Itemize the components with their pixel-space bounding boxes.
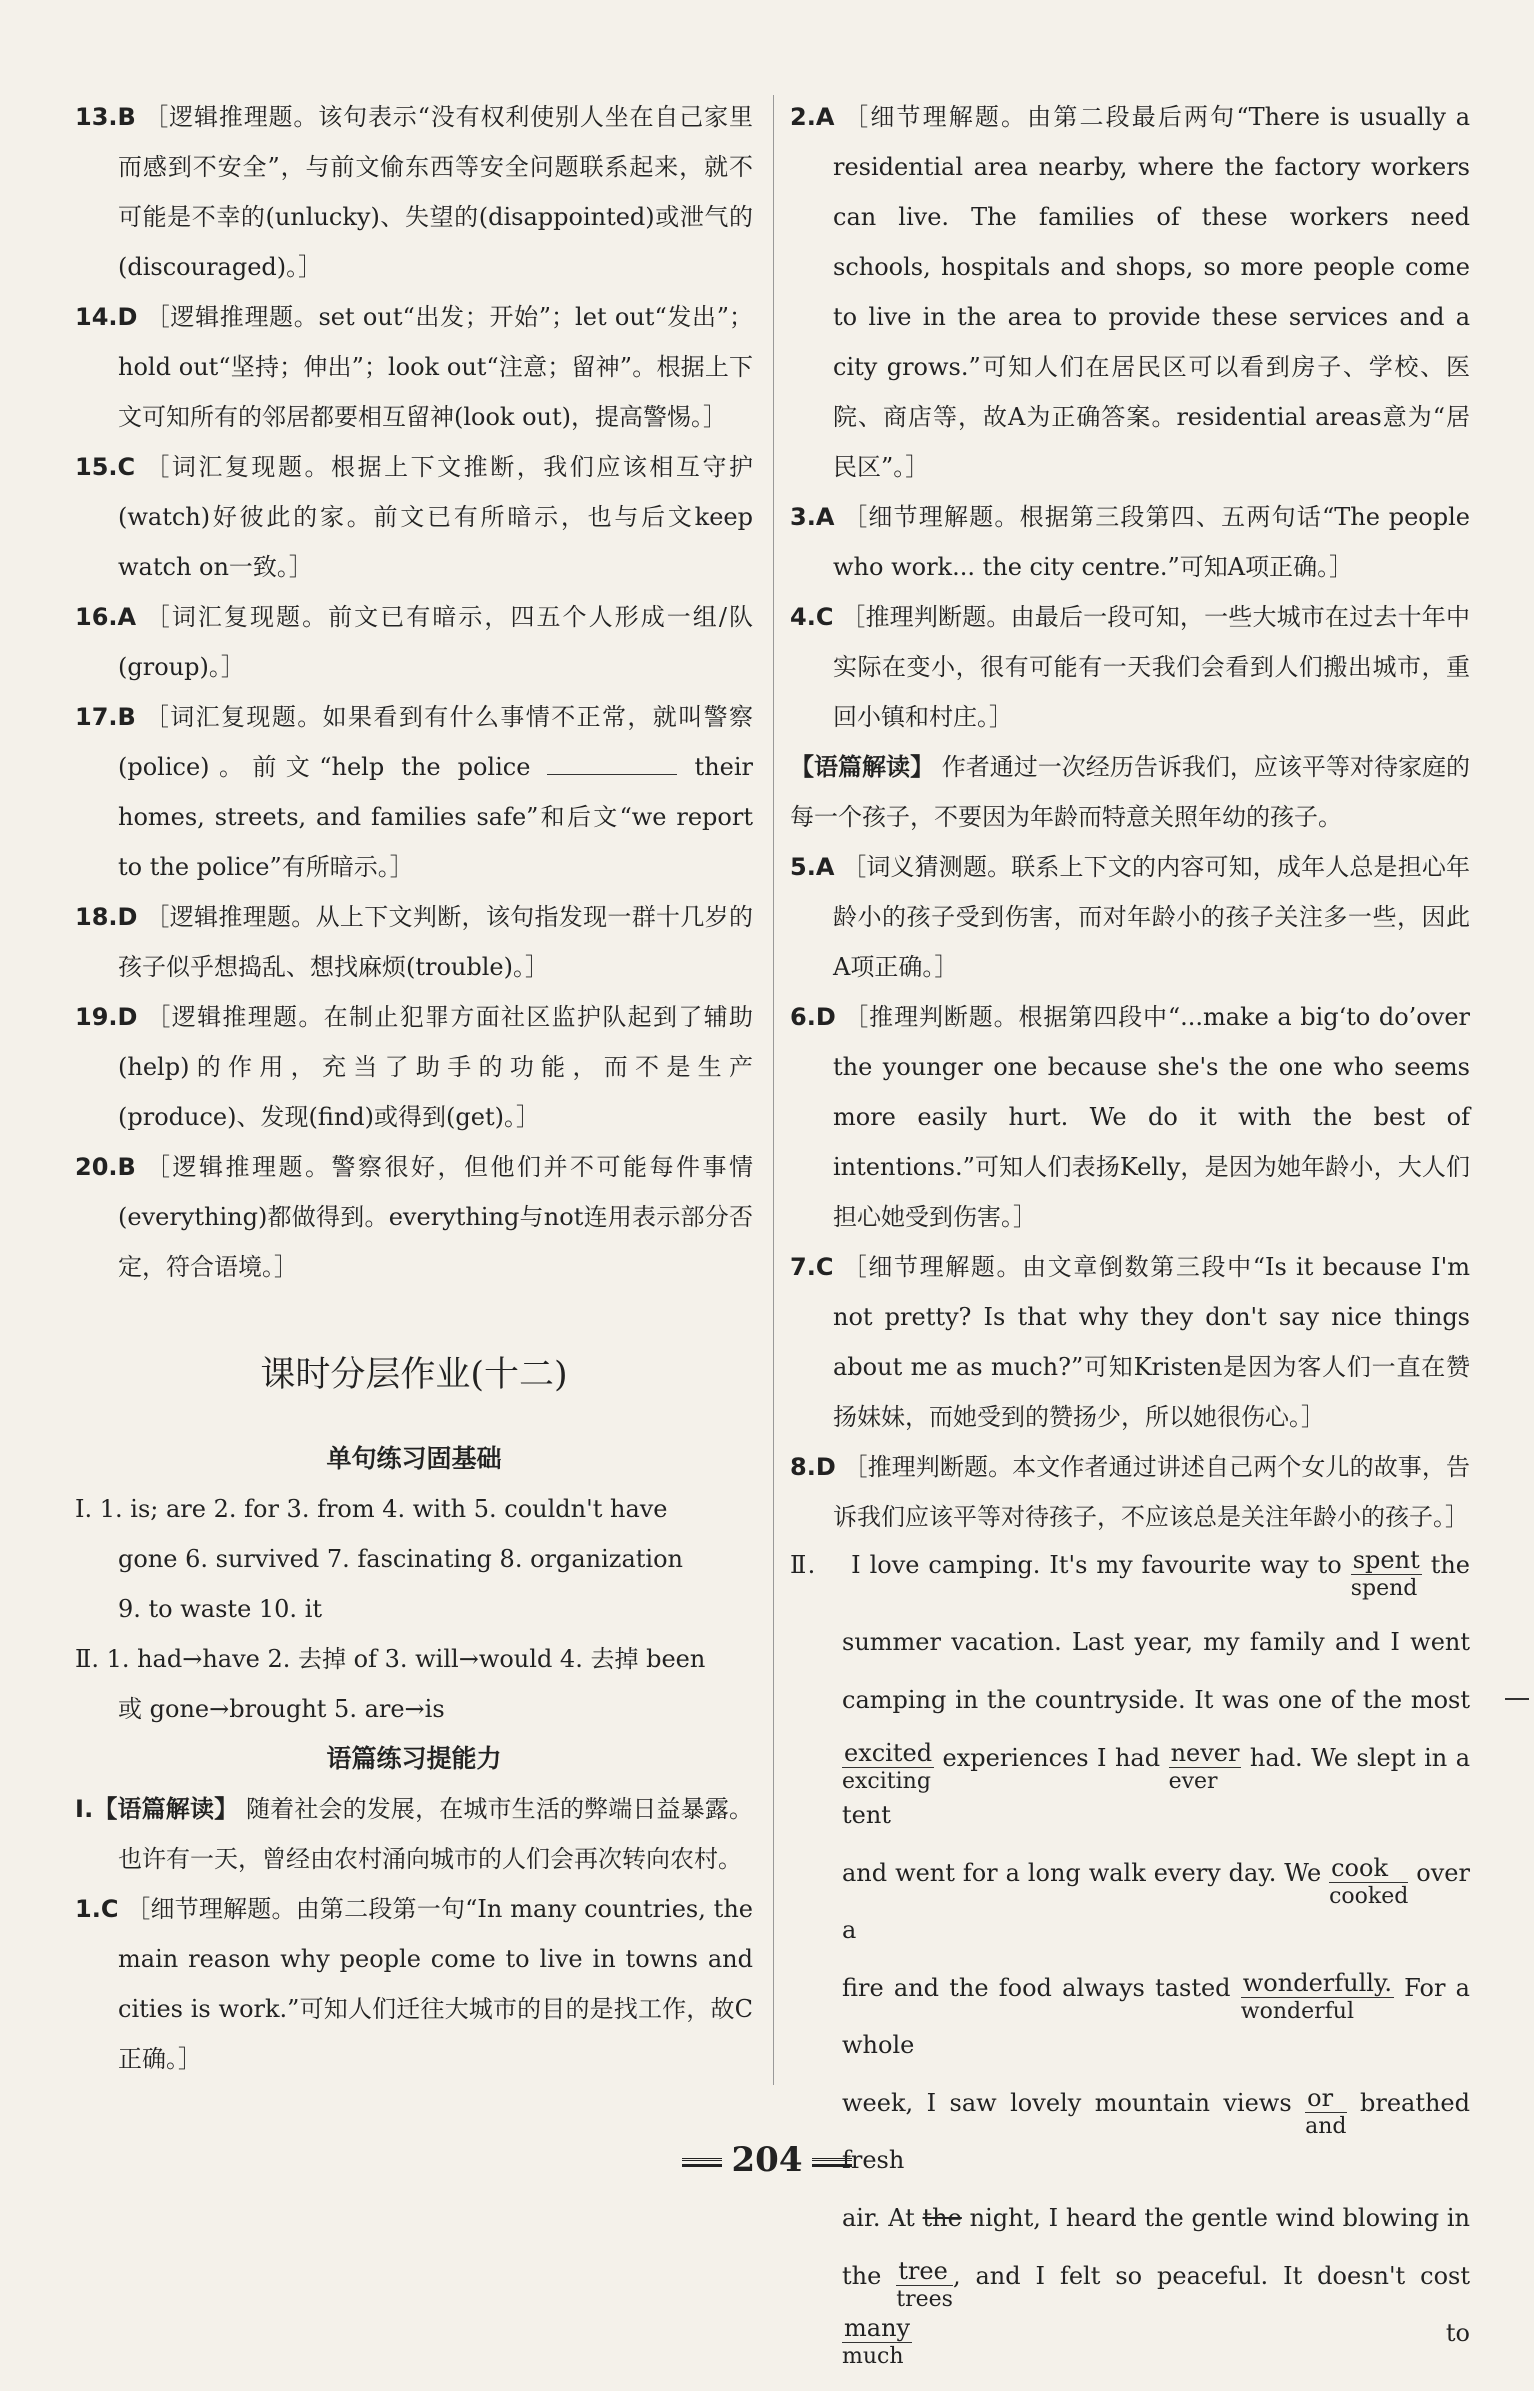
essay-line-7: week, I saw lovely mountain views or and breathed fresh — [842, 2084, 1470, 2174]
correction: wonderfully. wonderful — [1240, 1969, 1392, 2024]
correction: spent spend — [1350, 1546, 1420, 1601]
correction: never ever — [1168, 1739, 1240, 1794]
edge-mark — [1505, 1698, 1529, 1700]
answer-item-20: 20.B ［逻辑推理题。警察很好，但他们并不可能每件事情(everything)都做得到。everything与not连用表示部分否定，符合语境。］ — [75, 1153, 753, 1281]
fill-blank — [547, 744, 677, 775]
answer-item-13: 13.B ［逻辑推理题。该句表示“没有权利使别人坐在自己家里而感到不安全”，与前文偷东西等安全问题联系起来，就不可能是不幸的(unlucky)、失望的(disappointed)或泄气的(discouraged)。］ — [75, 103, 753, 281]
exercise-1-line-3: 9. to waste 10. it — [118, 1595, 323, 1623]
correction: tree trees — [896, 2257, 953, 2312]
answer-item-18: 18.D ［逻辑推理题。从上下文判断，该句指发现一群十几岁的孩子似乎想捣乱、想找麻烦(trouble)。］ — [75, 903, 753, 981]
deleted-word: the — [922, 2204, 962, 2232]
right-column — [790, 92, 1470, 2391]
answer-item-2: 2.A ［细节理解题。由第二段最后两句“There is usually a residential area nearby, where the factory workers can live. The families of these workers need schools, hospitals and shops, so more people come to live in the area to provide these services and a city grows.”可知人们在居民区可以看到房子、学校、医院、商店等，故A为正确答案。residential areas意为“居民区”。］ — [790, 103, 1470, 481]
subsection-title-advanced: 语篇练习提能力 — [326, 1744, 502, 1773]
answer-item-3: 3.A ［细节理解题。根据第三段第四、五两句话“The people who work... the city centre.”可知A项正确。］ — [790, 503, 1470, 581]
answer-item-6: 6.D ［推理判断题。根据第四段中“...make a big‘to do’over the younger one because she's the one who seems more easily hurt. We do it with the best of intentions.”可知人们表扬Kelly，是因为她年龄小，大人们担心她受到伤害。］ — [790, 1003, 1470, 1231]
answer-item-15: 15.C ［词汇复现题。根据上下文推断，我们应该相互守护(watch)好彼此的家。前文已有所暗示，也与后文keep watch on一致。］ — [75, 453, 753, 581]
subsection-title-basic: 单句练习固基础 — [326, 1444, 502, 1473]
exercise-1-line-2: gone 6. survived 7. fascinating 8. organization — [118, 1545, 683, 1573]
left-column — [75, 92, 753, 2084]
correction: many much — [842, 2314, 911, 2369]
error-correction-essay — [790, 1546, 1470, 2371]
exercise-1-line-1: Ⅰ. 1. is; are 2. for 3. from 4. with 5. couldn't have — [75, 1495, 668, 1523]
answer-item-17: 17.B ［词汇复现题。如果看到有什么事情不正常，就叫警察(police)。前文“help the police their homes, streets, and families safe”和后文“we report to the police”有所暗示。］ — [75, 703, 753, 881]
exercise-2-line-2: 或 gone→brought 5. are→is — [118, 1695, 445, 1723]
answer-item-1: 1.C ［细节理解题。由第二段第一句“In many countries, the main reason why people come to live in towns and cities is work.”可知人们迁往大城市的目的是找工作，故C正确。］ — [75, 1895, 753, 2073]
correction: cook cooked — [1329, 1854, 1409, 1909]
answer-item-4: 4.C ［推理判断题。由最后一段可知，一些大城市在过去十年中实际在变小，很有可能有一天我们会看到人们搬出城市，重回小镇和村庄。］ — [790, 603, 1470, 731]
reading-interpretation-2: 【语篇解读】 作者通过一次经历告诉我们，应该平等对待家庭的每一个孩子，不要因为年龄而特意关照年幼的孩子。 — [790, 753, 1471, 831]
essay-line-1: Ⅱ. I love camping. It's my favourite way to spent spend the — [790, 1546, 1470, 1601]
answer-item-8: 8.D ［推理判断题。本文作者通过讲述自己两个女儿的故事，告诉我们应该平等对待孩子，不应该总是关注年龄小的孩子。］ — [790, 1453, 1470, 1531]
decorative-rule — [682, 2158, 722, 2167]
answer-item-14: 14.D ［逻辑推理题。set out“出发；开始”；let out“发出”；hold out“坚持；伸出”；look out“注意；留神”。根据上下文可知所有的邻居都要相互留神(look out)，提高警惕。］ — [75, 303, 753, 431]
essay-line-4: excited exciting experiences I had never ever had. We slept in a tent — [842, 1739, 1470, 1829]
essay-line-5: and went for a long walk every day. We cook cooked over a — [842, 1854, 1470, 1944]
answer-item-7: 7.C ［细节理解题。由文章倒数第三段中“Is it because I'm not pretty? Is that why they don't say nice things about me as much?”可知Kristen是因为客人们一直在赞扬妹妹，而她受到的赞扬少，所以她很伤心。］ — [790, 1253, 1470, 1431]
essay-line-3: camping in the countryside. It was one of the most — [842, 1686, 1470, 1714]
correction: or and — [1305, 2084, 1347, 2139]
answer-item-5: 5.A ［词义猜测题。联系上下文的内容可知，成年人总是担心年龄小的孩子受到伤害，而对年龄小的孩子关注多一些，因此A项正确。］ — [790, 853, 1471, 981]
answer-item-16: 16.A ［词汇复现题。前文已有暗示，四五个人形成一组/队(group)。］ — [75, 603, 753, 681]
essay-line-9: the tree trees , and I felt so peaceful. It doesn't cost many much to — [842, 2257, 1470, 2369]
correction: excited exciting — [842, 1739, 933, 1794]
reading-interpretation-1: Ⅰ.【语篇解读】 随着社会的发展，在城市生活的弊端日益暴露。也许有一天，曾经由农村涌向城市的人们会再次转向农村。 — [75, 1795, 754, 1873]
section-title: 课时分层作业(十二) — [260, 1355, 568, 1395]
essay-line-8: air. At the night, I heard the gentle wind blowing in — [842, 2204, 1470, 2232]
column-divider — [773, 95, 774, 2085]
decorative-rule — [812, 2158, 852, 2167]
page-number: 204 — [0, 2140, 1534, 2180]
essay-line-6: fire and the food always tasted wonderfully. wonderful For a whole — [842, 1969, 1470, 2059]
exercise-2-line-1: Ⅱ. 1. had→have 2. 去掉 of 3. will→would 4. 去掉 been — [75, 1645, 706, 1673]
essay-line-2: summer vacation. Last year, my family and I went — [842, 1628, 1470, 1656]
answer-item-19: 19.D ［逻辑推理题。在制止犯罪方面社区监护队起到了辅助(help)的作用，充当了助手的功能，而不是生产(produce)、发现(find)或得到(get)。］ — [75, 1003, 753, 1131]
